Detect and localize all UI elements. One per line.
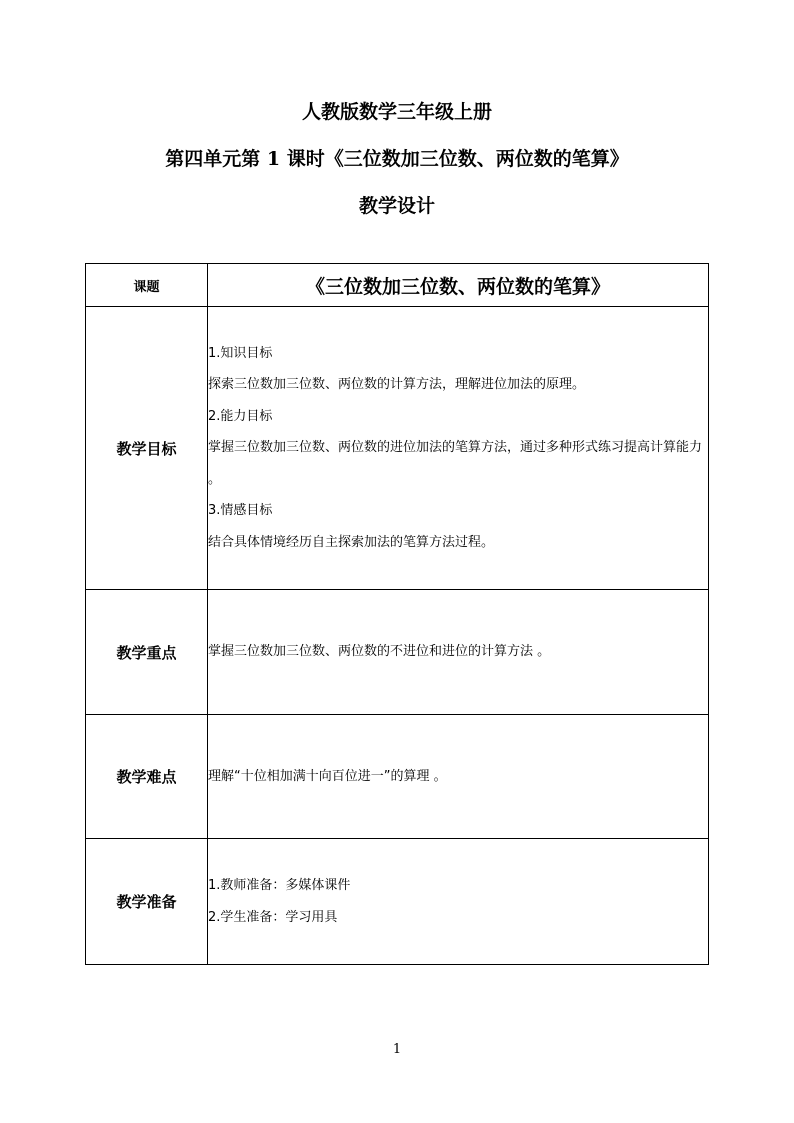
document-title [0, 102, 794, 243]
preparation-label: 教学准备 [86, 839, 208, 965]
objectives-label: 教学目标 [86, 307, 208, 590]
title-line-3: 教学设计 [358, 195, 435, 217]
topic-value: 《三位数加三位数、两位数的笔算》 [208, 264, 709, 307]
objective-line: 掌握三位数加三位数、两位数的进位加法的笔算方法，通过多种形式练习提高计算能力 。 [208, 440, 703, 487]
preparation-row [86, 839, 709, 965]
key-points-text: 掌握三位数加三位数、两位数的不进位和进位的计算方法 。 [208, 644, 551, 660]
objective-line: 探索三位数加三位数、两位数的计算方法，理解进位加法的原理。 [208, 377, 586, 393]
preparation-line: 2.学生准备：学习用具 [208, 909, 338, 925]
key-points-content [208, 590, 709, 715]
title-line-1: 人教版数学三年级上册 [301, 101, 492, 123]
objective-line: 结合具体情境经历自主探索加法的笔算方法过程。 [208, 534, 495, 550]
preparation-content [208, 839, 709, 965]
objective-line: 1.知识目标 [208, 345, 273, 361]
preparation-line: 1.教师准备：多媒体课件 [208, 878, 351, 893]
topic-label: 课题 [86, 264, 208, 307]
objective-line: 3.情感目标 [208, 503, 273, 519]
difficulties-label: 教学难点 [86, 715, 208, 839]
difficulties-row [86, 715, 709, 839]
objectives-content [208, 307, 709, 590]
page-number: 1 [392, 1042, 402, 1057]
title-line-2: 第四单元第 1 课时《三位数加三位数、两位数的笔算》 [165, 148, 629, 170]
topic-row [86, 264, 709, 307]
difficulties-text: 理解“十位相加满十向百位进一”的算理 。 [208, 768, 447, 784]
difficulties-content [208, 715, 709, 839]
objectives-row [86, 307, 709, 590]
objective-line: 2.能力目标 [208, 408, 273, 424]
key-points-label: 教学重点 [86, 590, 208, 715]
key-points-row [86, 590, 709, 715]
lesson-plan-table [85, 263, 709, 965]
